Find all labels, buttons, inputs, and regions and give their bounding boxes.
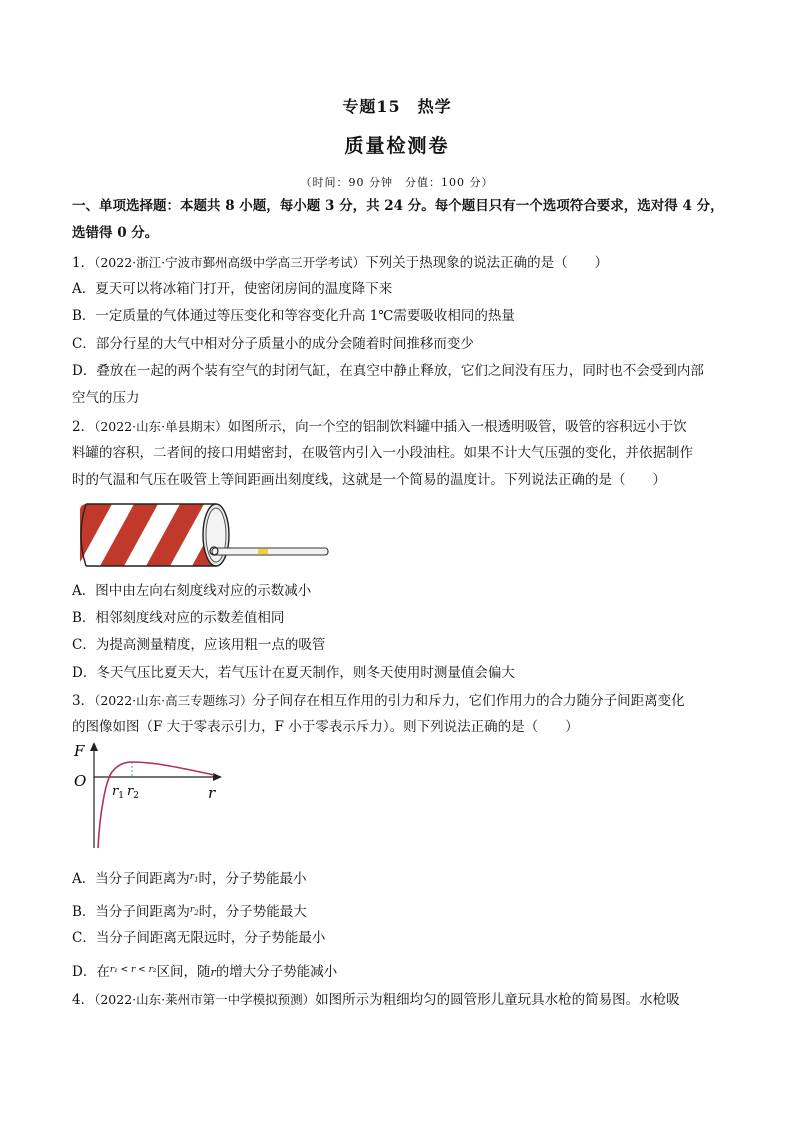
section-instructions-line2: 选错得 0 分。 xyxy=(72,225,159,241)
question-source: （2022·浙江·宁波市鄞州高级中学高三开学考试） xyxy=(94,255,366,270)
question-2-option-d: D．冬天气压比夏天大，若气压计在夏天制作，则冬天使用时测量值会偏大 xyxy=(72,665,515,681)
question-1-option-c: C．部分行星的大气中相对分子质量小的成分会随着时间推移而变少 xyxy=(72,336,474,352)
question-number: 3． xyxy=(72,693,95,709)
question-1-stem xyxy=(72,249,728,277)
question-3-stem-line2: 的图像如图（F 大于零表示引力，F 小于零表示斥力）。则下列说法正确的是（ ） xyxy=(72,719,579,735)
question-3-option-c: C．当分子间距离无限远时，分子势能最小 xyxy=(72,930,326,946)
question-4-stem-line1 xyxy=(72,986,728,1014)
question-1-option-d: D．叠放在一起的两个装有空气的封闭气缸，在真空中静止释放，它们之间没有压力，同时也不会受到内部 xyxy=(72,363,704,379)
page-title: 专题15 热学 xyxy=(342,97,452,116)
question-source: （2022·山东·莱州市第一中学模拟预测） xyxy=(94,992,316,1007)
r1-symbol: r1 xyxy=(189,872,199,884)
question-3-option-d: D．在$^{r_1 < r < r_2}$区间，随r的增大分子势能减小 xyxy=(72,964,338,980)
question-number: 4． xyxy=(72,992,95,1008)
question-text: 分子间存在相互作用的引力和斥力，它们作用力的合力随分子间距离变化 xyxy=(252,693,685,709)
question-3-stem-line1 xyxy=(72,687,728,715)
question-2-stem-line1 xyxy=(72,413,728,441)
question-text: 如图所示，向一个空的铝制饮料罐中插入一根透明吸管，吸管的容积远小于饮 xyxy=(227,419,687,435)
force-curve xyxy=(98,762,214,848)
question-1-option-b: B．一定质量的气体通过等压变化和等容变化升高 1℃需要吸收相同的热量 xyxy=(72,308,515,324)
force-distance-graph xyxy=(72,740,232,852)
question-source: （2022·山东·高三专题练习） xyxy=(94,693,253,708)
question-3-option-a: A．当分子间距离为$^{r_1}$时，分子势能最小 xyxy=(72,871,307,887)
x-axis-label: r xyxy=(208,784,216,802)
can-thermometer-figure xyxy=(72,500,334,572)
question-number: 1． xyxy=(72,255,95,271)
question-2-option-b: B．相邻刻度线对应的示数差值相同 xyxy=(72,610,285,626)
question-2-option-a: A．图中由左向右刻度线对应的示数减小 xyxy=(72,583,312,599)
r2-symbol: r2 xyxy=(189,905,199,917)
r2-label: $r_2$ xyxy=(127,784,139,801)
question-1-option-d-cont: 空气的压力 xyxy=(72,390,140,406)
exam-meta: （时间：90 分钟 分值：100 分） xyxy=(300,176,494,189)
interval-expression: r₁ < r < r₂ xyxy=(109,965,157,975)
question-text: 下列关于热现象的说法正确的是（ ） xyxy=(365,255,609,271)
y-axis-label: F xyxy=(74,742,85,760)
question-2-stem-line3: 时的气温和气压在吸管上等间距画出刻度线，这就是一个简易的温度计。下列说法正确的是（ ） xyxy=(72,472,666,488)
question-1-option-a: A．夏天可以将冰箱门打开，使密闭房间的温度降下来 xyxy=(72,281,393,297)
origin-label: O xyxy=(74,772,87,790)
question-3-option-b: B．当分子间距离为$^{r_2}$时，分子势能最大 xyxy=(72,904,307,920)
question-2-option-c: C．为提高测量精度，应该用粗一点的吸管 xyxy=(72,637,326,653)
section-instructions-line1: 一、单项选择题：本题共 8 小题，每小题 3 分，共 24 分。每个题目只有一个选项符合要求，选对得 4 分， xyxy=(72,198,724,214)
question-text: 如图所示为粗细均匀的圆管形儿童玩具水枪的简易图。水枪吸 xyxy=(315,992,680,1008)
r1-label: $r_1$ xyxy=(112,784,124,801)
question-2-stem-line2: 料罐的容积，二者间的接口用蜡密封，在吸管内引入一小段油柱。如果不计大气压强的变化，并依据制作 xyxy=(72,445,693,461)
page-subtitle: 质量检测卷 xyxy=(344,135,450,157)
question-number: 2． xyxy=(72,419,95,435)
question-source: （2022·山东·单县期末） xyxy=(94,419,228,434)
